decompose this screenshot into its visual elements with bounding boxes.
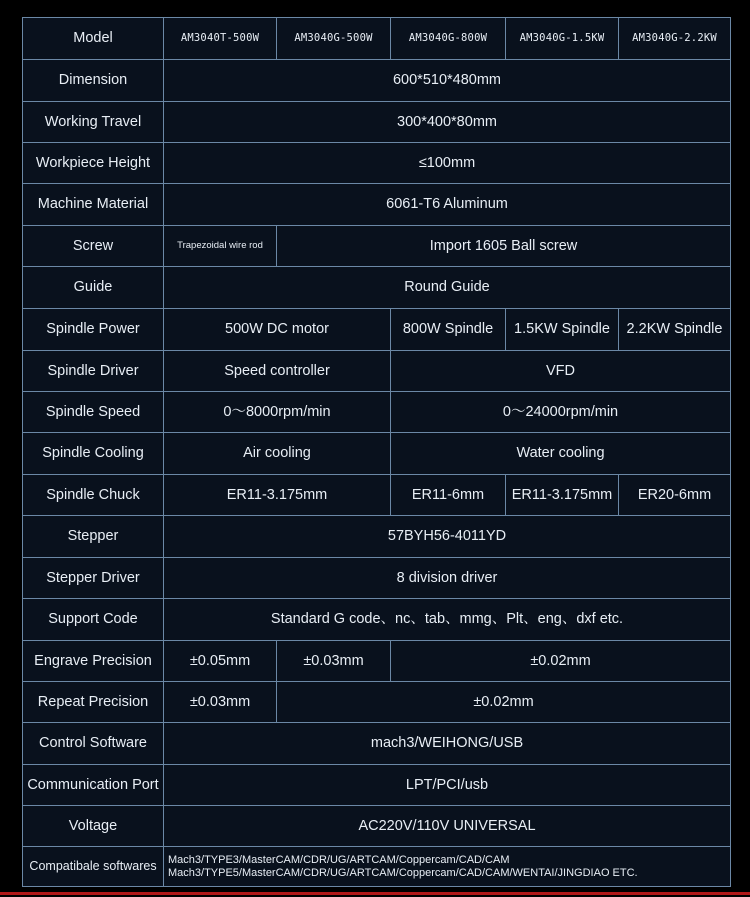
value-spindle-power-1-5kw: 1.5KW Spindle xyxy=(505,308,619,351)
label-guide: Guide xyxy=(22,266,164,309)
label-spindle-cooling: Spindle Cooling xyxy=(22,432,164,475)
value-control-software: mach3/WEIHONG/USB xyxy=(163,722,731,765)
label-stepper-driver: Stepper Driver xyxy=(22,557,164,599)
label-spindle-driver: Spindle Driver xyxy=(22,350,164,392)
value-repeat-precision-1: ±0.03mm xyxy=(163,681,277,723)
model-am3040g-1-5kw: AM3040G-1.5KW xyxy=(505,17,619,60)
value-spindle-chuck-2: ER11-6mm xyxy=(390,474,506,516)
value-stepper-driver: 8 division driver xyxy=(163,557,731,599)
value-compatible-softwares xyxy=(163,846,731,887)
label-control-software: Control Software xyxy=(22,722,164,765)
model-am3040t-500w: AM3040T-500W xyxy=(163,17,277,60)
model-am3040g-500w: AM3040G-500W xyxy=(276,17,391,60)
value-engrave-precision-3: ±0.02mm xyxy=(390,640,731,682)
value-communication-port: LPT/PCI/usb xyxy=(163,764,731,806)
value-screw-ball: Import 1605 Ball screw xyxy=(276,225,731,267)
value-spindle-driver-vfd: VFD xyxy=(390,350,731,392)
value-machine-material: 6061-T6 Aluminum xyxy=(163,183,731,226)
compatible-line-1: Mach3/TYPE3/MasterCAM/CDR/UG/ARTCAM/Coppercam/CAD/CAM xyxy=(168,853,510,866)
label-spindle-speed: Spindle Speed xyxy=(22,391,164,433)
value-screw-trapezoidal: Trapezoidal wire rod xyxy=(163,225,277,267)
value-spindle-driver-speed: Speed controller xyxy=(163,350,391,392)
model-am3040g-800w: AM3040G-800W xyxy=(390,17,506,60)
label-model: Model xyxy=(22,17,164,60)
value-spindle-power-800w: 800W Spindle xyxy=(390,308,506,351)
compatible-line-2: Mach3/TYPE5/MasterCAM/CDR/UG/ARTCAM/Coppercam/CAD/CAM/WENTAI/JINGDIAO ETC. xyxy=(168,866,638,879)
label-dimension: Dimension xyxy=(22,59,164,102)
value-spindle-speed-24000: 0～24000rpm/min xyxy=(390,391,731,433)
value-spindle-power-500w: 500W DC motor xyxy=(163,308,391,351)
value-engrave-precision-2: ±0.03mm xyxy=(276,640,391,682)
value-voltage: AC220V/110V UNIVERSAL xyxy=(163,805,731,847)
value-guide: Round Guide xyxy=(163,266,731,309)
value-dimension: 600*510*480mm xyxy=(163,59,731,102)
value-spindle-speed-8000: 0～8000rpm/min xyxy=(163,391,391,433)
label-machine-material: Machine Material xyxy=(22,183,164,226)
label-voltage: Voltage xyxy=(22,805,164,847)
label-compatible-softwares: Compatibale softwares xyxy=(22,846,164,887)
label-spindle-chuck: Spindle Chuck xyxy=(22,474,164,516)
value-working-travel: 300*400*80mm xyxy=(163,101,731,143)
value-stepper: 57BYH56-4011YD xyxy=(163,515,731,558)
value-spindle-chuck-4: ER20-6mm xyxy=(618,474,731,516)
value-spindle-cooling-air: Air cooling xyxy=(163,432,391,475)
value-spindle-cooling-water: Water cooling xyxy=(390,432,731,475)
label-communication-port: Communication Port xyxy=(22,764,164,806)
value-spindle-chuck-1: ER11-3.175mm xyxy=(163,474,391,516)
label-engrave-precision: Engrave Precision xyxy=(22,640,164,682)
label-repeat-precision: Repeat Precision xyxy=(22,681,164,723)
label-working-travel: Working Travel xyxy=(22,101,164,143)
label-screw: Screw xyxy=(22,225,164,267)
label-stepper: Stepper xyxy=(22,515,164,558)
value-spindle-chuck-3: ER11-3.175mm xyxy=(505,474,619,516)
value-support-code: Standard G code、nc、tab、mmg、Plt、eng、dxf etc. xyxy=(163,598,731,641)
value-spindle-power-2-2kw: 2.2KW Spindle xyxy=(618,308,731,351)
label-workpiece-height: Workpiece Height xyxy=(22,142,164,184)
model-am3040g-2-2kw: AM3040G-2.2KW xyxy=(618,17,731,60)
red-accent-line xyxy=(0,892,750,895)
label-support-code: Support Code xyxy=(22,598,164,641)
value-engrave-precision-1: ±0.05mm xyxy=(163,640,277,682)
value-workpiece-height: ≤100mm xyxy=(163,142,731,184)
value-repeat-precision-2: ±0.02mm xyxy=(276,681,731,723)
label-spindle-power: Spindle Power xyxy=(22,308,164,351)
